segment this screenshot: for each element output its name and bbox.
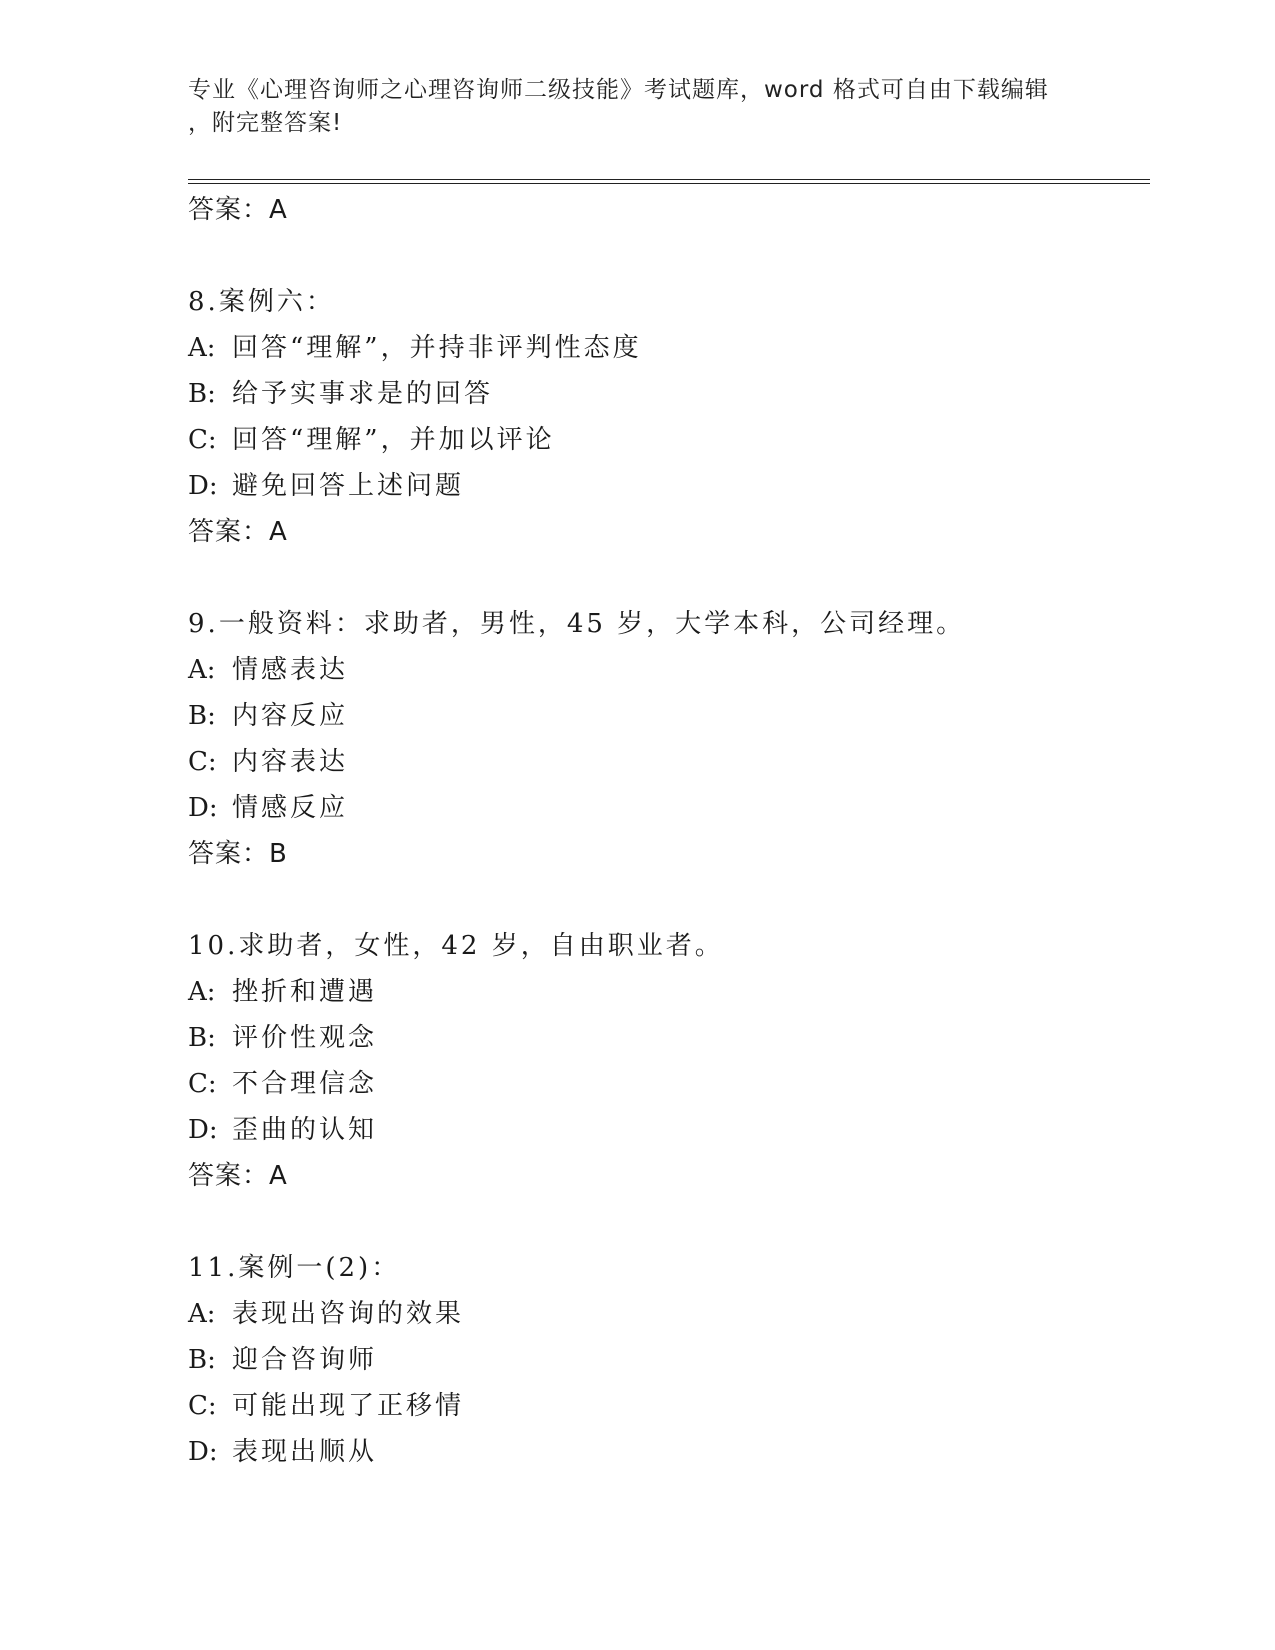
answer-prefix: 答案： xyxy=(188,195,270,225)
question-text: 求助者，女性，42 岁，自由职业者。 xyxy=(238,931,724,961)
option-d xyxy=(188,1107,1148,1153)
option-b xyxy=(188,693,1148,739)
option-key: D: xyxy=(188,1437,218,1467)
spacer xyxy=(188,1199,1148,1245)
option-text: 情感表达 xyxy=(232,655,349,685)
answer-value: A xyxy=(269,195,288,225)
option-text: 可能出现了正移情 xyxy=(232,1391,465,1421)
option-text: 表现出咨询的效果 xyxy=(232,1299,465,1329)
option-text: 内容反应 xyxy=(232,701,349,731)
option-text: 评价性观念 xyxy=(232,1023,378,1053)
answer-line xyxy=(188,831,1148,877)
question-text: 案例一(2)： xyxy=(238,1253,401,1283)
question-stem xyxy=(188,1245,1148,1291)
question-block xyxy=(188,1245,1148,1475)
option-text: 迎合咨询师 xyxy=(232,1345,378,1375)
option-key: B: xyxy=(188,701,216,731)
option-text: 给予实事求是的回答 xyxy=(232,379,494,409)
option-key: C: xyxy=(188,1069,217,1099)
option-a xyxy=(188,325,1148,371)
answer-line xyxy=(188,1153,1148,1199)
question-stem xyxy=(188,279,1148,325)
question-stem xyxy=(188,601,1148,647)
option-d xyxy=(188,463,1148,509)
header-divider-bottom xyxy=(188,183,1150,184)
option-b xyxy=(188,371,1148,417)
answer-prefix: 答案： xyxy=(188,1161,270,1191)
option-b xyxy=(188,1337,1148,1383)
answer-line xyxy=(188,509,1148,555)
question-text: 一般资料：求助者，男性，45 岁，大学本科，公司经理。 xyxy=(218,609,966,639)
option-text: 内容表达 xyxy=(232,747,349,777)
header-line-1: 专业《心理咨询师之心理咨询师二级技能》考试题库，word 格式可自由下载编辑 xyxy=(188,77,1049,103)
option-c xyxy=(188,1061,1148,1107)
question-stem xyxy=(188,923,1148,969)
question-number: 8. xyxy=(188,287,219,317)
answer-value: A xyxy=(269,517,288,547)
option-key: B: xyxy=(188,1023,216,1053)
option-key: D: xyxy=(188,793,218,823)
option-key: A: xyxy=(188,655,216,685)
question-block xyxy=(188,601,1148,877)
document-body xyxy=(188,187,1148,1475)
header-line-2: ，附完整答案! xyxy=(188,110,343,136)
spacer xyxy=(188,555,1148,601)
option-key: B: xyxy=(188,1345,216,1375)
option-b xyxy=(188,1015,1148,1061)
question-number: 10. xyxy=(188,931,239,961)
option-c xyxy=(188,739,1148,785)
option-key: C: xyxy=(188,1391,217,1421)
answer-value: A xyxy=(269,1161,288,1191)
option-a xyxy=(188,969,1148,1015)
option-text: 回答“理解”，并持非评判性态度 xyxy=(232,333,642,363)
option-d xyxy=(188,1429,1148,1475)
option-c xyxy=(188,417,1148,463)
question-block xyxy=(188,279,1148,555)
question-number: 11. xyxy=(188,1253,239,1283)
option-key: C: xyxy=(188,425,217,455)
answer-prefix: 答案： xyxy=(188,839,270,869)
question-block xyxy=(188,923,1148,1199)
answer-prefix: 答案： xyxy=(188,517,270,547)
document-header xyxy=(188,74,1068,140)
option-key: D: xyxy=(188,1115,218,1145)
header-divider-top xyxy=(188,179,1150,180)
question-text: 案例六： xyxy=(218,287,335,317)
answer-line xyxy=(188,187,1148,233)
option-key: C: xyxy=(188,747,217,777)
option-text: 回答“理解”，并加以评论 xyxy=(232,425,555,455)
option-d xyxy=(188,785,1148,831)
spacer xyxy=(188,233,1148,279)
option-key: D: xyxy=(188,471,218,501)
option-text: 歪曲的认知 xyxy=(232,1115,378,1145)
option-text: 表现出顺从 xyxy=(232,1437,378,1467)
spacer xyxy=(188,877,1148,923)
option-key: A: xyxy=(188,333,216,363)
option-text: 避免回答上述问题 xyxy=(232,471,465,501)
option-key: A: xyxy=(188,1299,216,1329)
option-key: B: xyxy=(188,379,216,409)
option-a xyxy=(188,647,1148,693)
option-text: 情感反应 xyxy=(232,793,349,823)
option-c xyxy=(188,1383,1148,1429)
answer-value: B xyxy=(269,839,288,869)
option-a xyxy=(188,1291,1148,1337)
question-number: 9. xyxy=(188,609,219,639)
option-text: 挫折和遭遇 xyxy=(232,977,378,1007)
option-key: A: xyxy=(188,977,216,1007)
option-text: 不合理信念 xyxy=(232,1069,378,1099)
